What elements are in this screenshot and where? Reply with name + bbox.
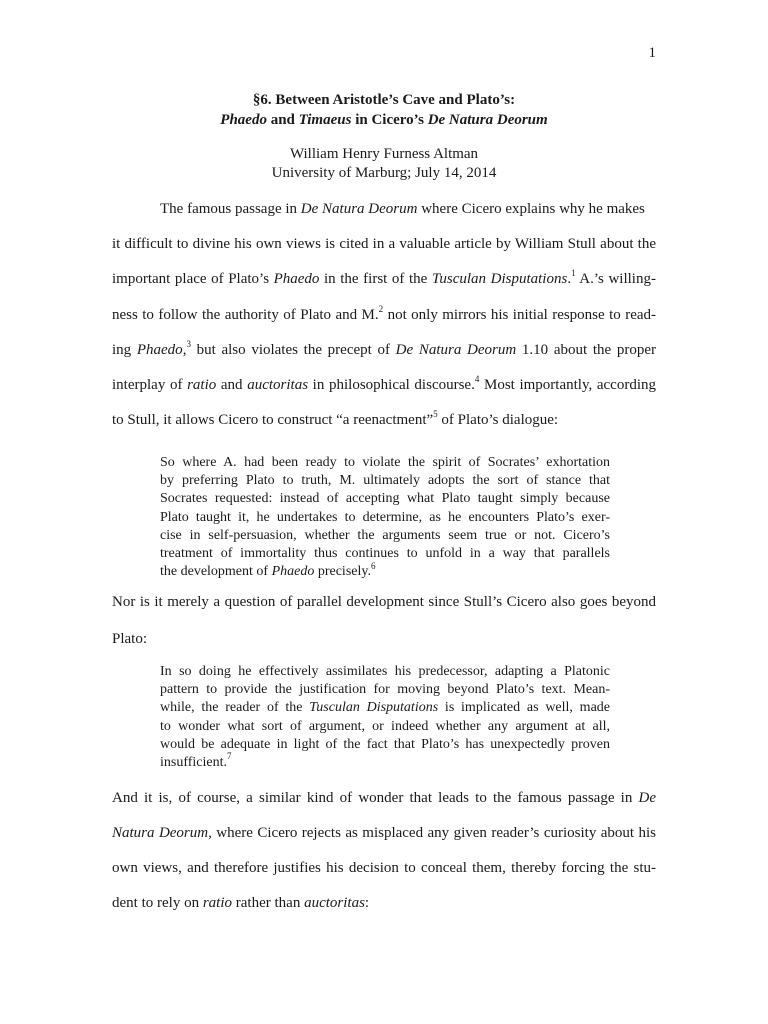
block-quote-line	[160, 472, 610, 490]
text-run: by preferring Plato to truth, M. ultimately adopts the sort of stance that	[160, 473, 610, 489]
text-run: And it is, of course, a similar kind of wonder that leads to the famous passage in	[112, 790, 639, 806]
italic-run: Natura Deorum	[112, 825, 209, 841]
text-run: to wonder what sort of argument, or indeed whether any argument at all,	[160, 718, 610, 734]
block-quote-line	[160, 663, 610, 681]
text-run: important place of Plato’s	[112, 271, 274, 287]
footnote-ref: 4	[474, 374, 480, 384]
title-italic-run: Phaedo	[220, 112, 267, 128]
text-run: The famous passage in	[160, 201, 301, 217]
text-run: and	[216, 377, 248, 393]
italic-run: auctoritas	[304, 895, 365, 911]
block-quote-line	[160, 527, 610, 545]
text-run: ness to follow the authority of Plato and M.	[112, 307, 379, 323]
block-quote-line	[160, 699, 610, 717]
block-quote-line	[160, 509, 610, 527]
body-line	[112, 270, 656, 289]
text-run: it difficult to divine his own views is cited in a valuable article by William Stull about the	[112, 236, 656, 252]
block-quote-line	[160, 560, 610, 581]
text-run: In so doing he effectively assimilates his predecessor, adapting a Platonic	[160, 664, 610, 679]
italic-run: Tusculan Disputations	[309, 700, 439, 716]
text-run: in the first of the	[319, 271, 432, 287]
text-run: of Plato’s dialogue:	[437, 412, 559, 428]
italic-run: Phaedo	[273, 271, 320, 287]
title-italic-run: Timaeus	[298, 112, 352, 128]
body-line	[160, 200, 656, 219]
text-run: , where Cicero rejects as misplaced any given reader’s curiosity about his	[208, 825, 657, 841]
block-quote-line	[160, 490, 610, 508]
body-line	[112, 789, 656, 808]
text-run: Most importantly, according	[479, 377, 656, 393]
body-line	[112, 341, 656, 360]
body-line	[112, 630, 656, 649]
text-run: ,	[182, 342, 187, 358]
text-run: cise in self-persuasion, whether the arguments seem true or not. Cicero’s	[160, 527, 610, 543]
italic-run: ratio	[202, 895, 233, 911]
italic-run: De Natura Deorum	[300, 201, 418, 217]
text-run: where Cicero explains why he makes	[417, 201, 645, 217]
text-run: pattern to provide the justification for moving beyond Plato’s text. Mean-	[160, 682, 610, 698]
footnote-ref: 2	[378, 304, 384, 314]
body-line	[112, 411, 656, 430]
footnote-ref: 6	[370, 560, 376, 571]
block-quote-line	[160, 545, 610, 563]
text-run: while, the reader of the	[160, 700, 310, 716]
text-run: Nor is it merely a question of parallel development since Stull’s Cicero also goes beyond	[112, 594, 656, 610]
body-line	[112, 593, 656, 612]
footnote-ref: 5	[433, 409, 438, 419]
footnote-ref: 3	[186, 339, 191, 349]
body-line	[112, 824, 656, 843]
block-quote-line	[160, 718, 610, 736]
text-run: Plato taught it, he undertakes to determine, as he encounters Plato’s exer-	[160, 509, 610, 525]
block-quote-line	[160, 454, 610, 472]
text-run: Socrates requested: instead of accepting what Plato taught simply because	[160, 491, 610, 507]
text-run: A.’s willing-	[575, 271, 656, 287]
text-run: to Stull, it allows Cicero to construct “a reenactment”	[112, 412, 434, 428]
body-line	[112, 859, 656, 878]
title-line-1: §6. Between Aristotle’s Cave and Plato’s:	[252, 92, 516, 108]
author-affiliation: University of Marburg; July 14, 2014	[271, 165, 497, 181]
italic-run: Phaedo	[271, 564, 315, 580]
text-run: Plato:	[112, 631, 148, 647]
text-run: 1.10 about the proper	[516, 342, 656, 358]
body-line	[112, 306, 656, 325]
text-run: would be adequate in light of the fact that Plato’s has unexpectedly proven	[160, 736, 610, 752]
text-run: but also violates the precept of	[190, 342, 396, 358]
title-line-2	[112, 110, 656, 130]
block-quote-line	[160, 681, 610, 699]
italic-run: auctoritas	[247, 377, 309, 393]
text-run: rather than	[232, 895, 305, 911]
title-block	[112, 90, 656, 130]
text-run: own views, and therefore justifies his decision to conceal them, thereby forcing the stu-	[112, 860, 656, 876]
footnote-ref: 1	[571, 268, 576, 278]
italic-run: Tusculan Disputations	[431, 271, 568, 287]
italic-run: ratio	[187, 377, 217, 393]
text-run: So where A. had been ready to violate the spirit of Socrates’ exhortation	[160, 455, 610, 470]
footnote-ref: 7	[227, 751, 232, 762]
author-block	[112, 145, 656, 183]
title-run: in Cicero’s	[351, 112, 428, 128]
text-run: .	[567, 271, 572, 287]
text-run: ing	[112, 342, 137, 358]
author-name: William Henry Furness Altman	[289, 146, 479, 162]
block-quote-line	[160, 751, 610, 772]
italic-run: Phaedo	[136, 342, 183, 358]
title-italic-run: De Natura Deorum	[427, 112, 548, 128]
text-run: in philosophical discourse.	[308, 377, 475, 393]
text-run: not only mirrors his initial response to read-	[383, 307, 657, 323]
italic-run: De Natura Deorum	[395, 342, 517, 358]
text-run: is implicated as well, made	[438, 700, 610, 716]
page-number: 1	[648, 45, 656, 61]
text-run: interplay of	[112, 377, 188, 393]
text-run: the development of	[160, 564, 272, 580]
text-run: :	[364, 895, 370, 911]
body-line	[112, 894, 656, 913]
body-line	[112, 235, 656, 254]
body-line	[112, 376, 656, 395]
title-run: and	[266, 112, 299, 128]
text-run: insufficient.	[160, 755, 228, 770]
text-run: treatment of immortality thus continues to unfold in a way that parallels	[160, 546, 610, 561]
text-run: dent to rely on	[112, 895, 203, 911]
italic-run: De	[638, 790, 656, 806]
text-run: precisely.	[314, 564, 371, 580]
